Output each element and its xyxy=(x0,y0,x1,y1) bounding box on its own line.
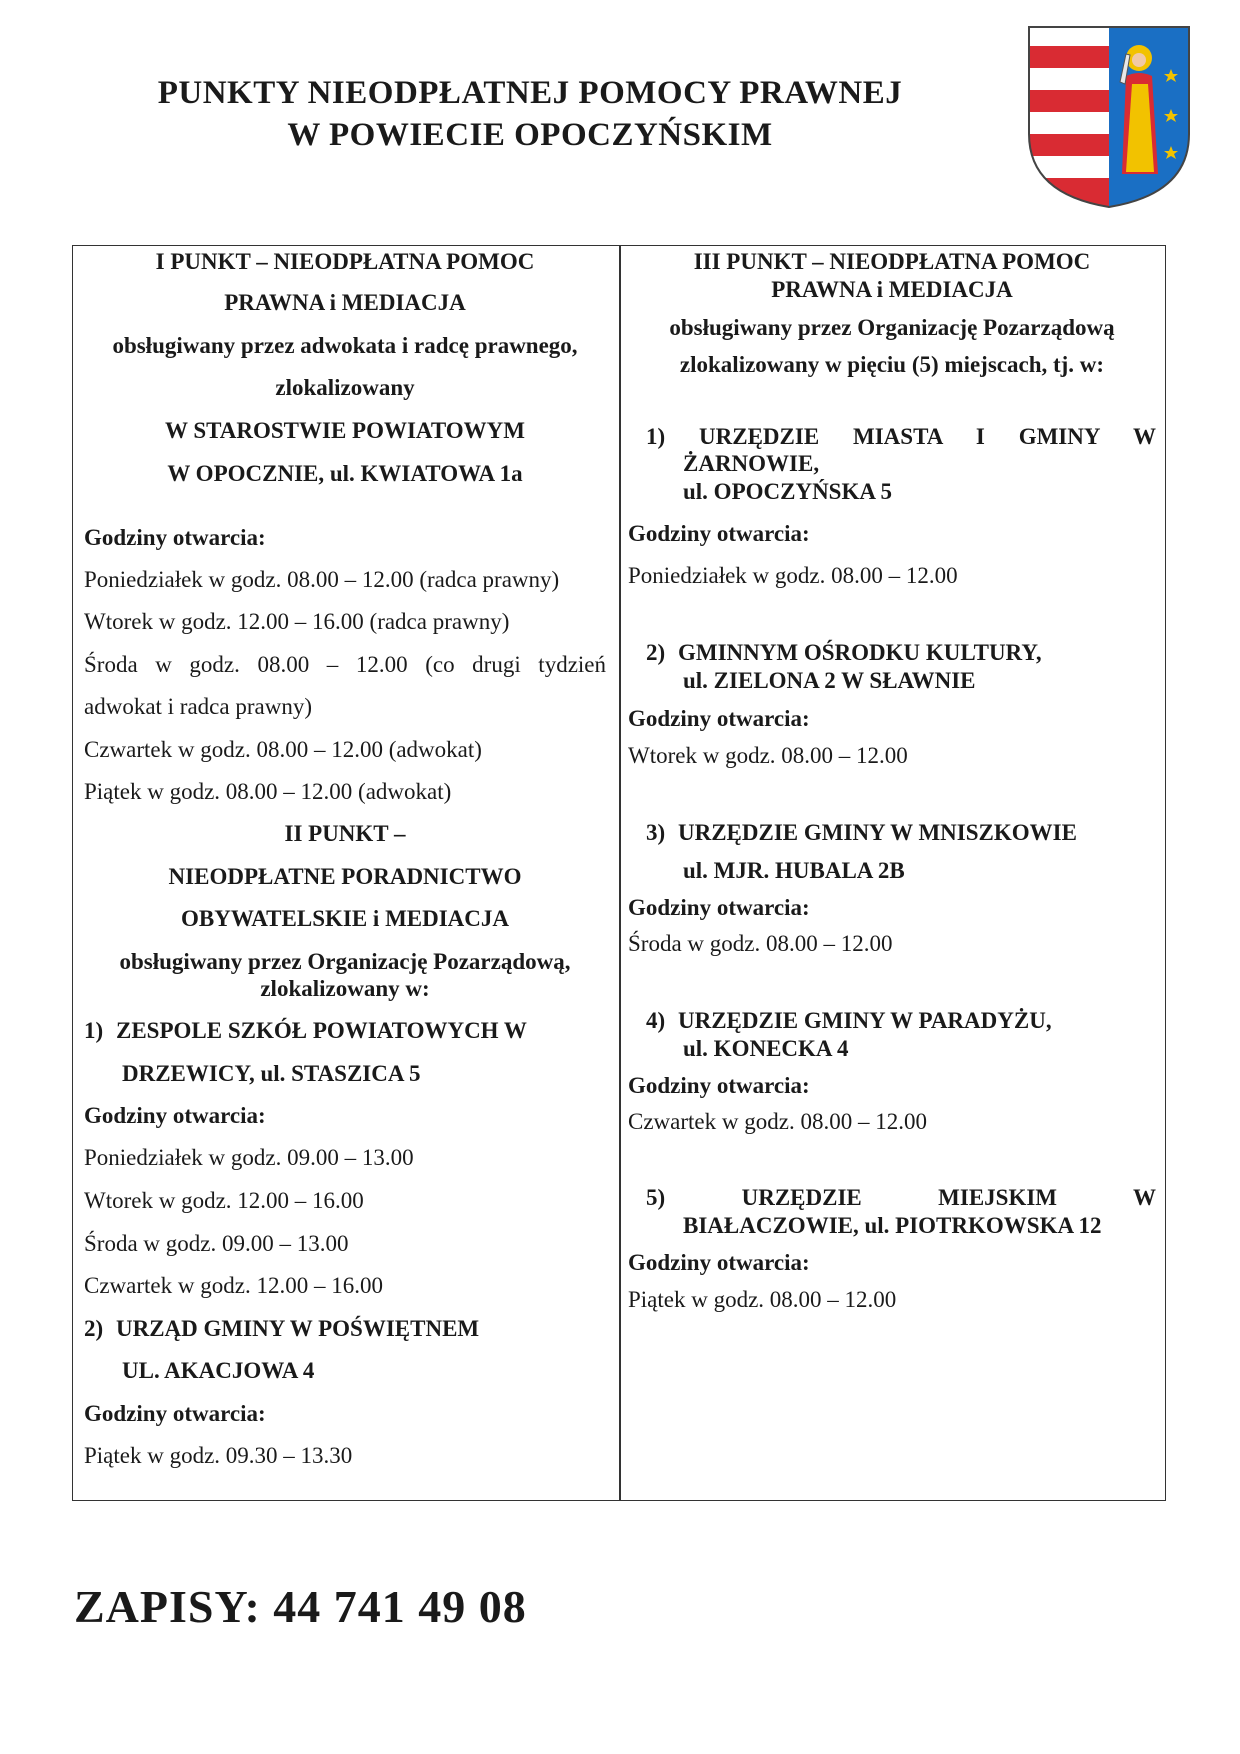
signup-phone: ZAPISY: 44 741 49 08 xyxy=(74,1581,527,1632)
coat-of-arms-icon xyxy=(1026,24,1192,210)
point2-location2-line1: 2) URZĄD GMINY W POŚWIĘTNEM xyxy=(84,1316,480,1341)
point3-location1-line3: ul. OPOCZYŃSKA 5 xyxy=(683,479,892,504)
point1-hours-line: adwokat i radca prawny) xyxy=(84,694,312,719)
point2-title-line1: II PUNKT – xyxy=(284,821,406,846)
point3-location1-hours-line: Poniedziałek w godz. 08.00 – 12.00 xyxy=(628,563,958,588)
point3-location1-line1: 1) URZĘDZIE MIASTA I GMINY W xyxy=(646,424,1157,449)
point1-served-by: obsługiwany przez adwokata i radcę prawnego, xyxy=(112,333,578,358)
point3-served-by: obsługiwany przez Organizację Pozarządową xyxy=(669,315,1115,340)
point3-location4-hours-line: Czwartek w godz. 08.00 – 12.00 xyxy=(628,1109,927,1134)
point3-location5-line2: BIAŁACZOWIE, ul. PIOTRKOWSKA 12 xyxy=(683,1213,1102,1238)
point1-hours-label: Godziny otwarcia: xyxy=(84,525,266,550)
point1-hours-line: Piątek w godz. 08.00 – 12.00 (adwokat) xyxy=(84,779,452,804)
point3-location5-line1: 5) URZĘDZIE MIEJSKIM W xyxy=(646,1185,1157,1210)
point1-title-line2: PRAWNA i MEDIACJA xyxy=(224,290,466,315)
page-title-line1: PUNKTY NIEODPŁATNEJ POMOCY PRAWNEJ xyxy=(157,75,903,111)
point2-location2-hours-label: Godziny otwarcia: xyxy=(84,1401,266,1426)
point1-hours-line: Poniedziałek w godz. 08.00 – 12.00 (radca prawny) xyxy=(84,567,560,592)
point3-title-line1: III PUNKT – NIEODPŁATNA POMOC xyxy=(693,249,1091,274)
point3-location2-hours-line: Wtorek w godz. 08.00 – 12.00 xyxy=(628,743,908,768)
page-title xyxy=(140,72,920,156)
point2-location1-hours-line: Poniedziałek w godz. 09.00 – 13.00 xyxy=(84,1145,414,1170)
point1-hours-line: Czwartek w godz. 08.00 – 12.00 (adwokat) xyxy=(84,737,482,762)
point1-place-line2: W OPOCZNIE, ul. KWIATOWA 1a xyxy=(167,461,523,486)
point3-location4-line1: 4) URZĘDZIE GMINY W PARADYŻU, xyxy=(646,1008,1052,1033)
point2-location1-hours-line: Środa w godz. 09.00 – 13.00 xyxy=(84,1231,349,1256)
point3-location5-hours-line: Piątek w godz. 08.00 – 12.00 xyxy=(628,1287,897,1312)
point3-located: zlokalizowany w pięciu (5) miejscach, tj. w: xyxy=(679,352,1105,377)
point2-located: zlokalizowany w: xyxy=(260,976,430,1001)
point2-title-line3: OBYWATELSKIE i MEDIACJA xyxy=(180,906,510,931)
point2-location1-hours-line: Wtorek w godz. 12.00 – 16.00 xyxy=(84,1188,364,1213)
column-divider xyxy=(619,245,621,1501)
point3-location3-hours-line: Środa w godz. 08.00 – 12.00 xyxy=(628,931,893,956)
point3-title-line2: PRAWNA i MEDIACJA xyxy=(771,277,1013,302)
point3-location2-hours-label: Godziny otwarcia: xyxy=(628,706,810,731)
point3-location3-line2: ul. MJR. HUBALA 2B xyxy=(683,858,905,883)
point3-location5-hours-label: Godziny otwarcia: xyxy=(628,1250,810,1275)
point2-location2-line2: UL. AKACJOWA 4 xyxy=(122,1358,315,1383)
point2-served-by: obsługiwany przez Organizację Pozarządową, xyxy=(119,949,571,974)
point3-location2-line2: ul. ZIELONA 2 W SŁAWNIE xyxy=(683,668,976,693)
point1-located: zlokalizowany xyxy=(275,375,415,400)
point3-location1-line2: ŻARNOWIE, xyxy=(683,451,820,476)
point3-location4-hours-label: Godziny otwarcia: xyxy=(628,1073,810,1098)
point1-hours-line: Wtorek w godz. 12.00 – 16.00 (radca prawny) xyxy=(84,609,510,634)
point2-location1-line2: DRZEWICY, ul. STASZICA 5 xyxy=(122,1061,421,1086)
point3-location3-hours-label: Godziny otwarcia: xyxy=(628,895,810,920)
point1-title-line1: I PUNKT – NIEODPŁATNA POMOC xyxy=(155,249,535,274)
point3-location3-line1: 3) URZĘDZIE GMINY W MNISZKOWIE xyxy=(646,820,1077,845)
point2-location1-hours-line: Czwartek w godz. 12.00 – 16.00 xyxy=(84,1273,383,1298)
point3-location1-hours-label: Godziny otwarcia: xyxy=(628,521,810,546)
page-title-line2: W POWIECIE OPOCZYŃSKIM xyxy=(287,117,773,153)
point2-location2-hours-line: Piątek w godz. 09.30 – 13.30 xyxy=(84,1443,353,1468)
point1-place-line1: W STAROSTWIE POWIATOWYM xyxy=(165,418,525,443)
point2-title-line2: NIEODPŁATNE PORADNICTWO xyxy=(168,864,522,889)
point3-location4-line2: ul. KONECKA 4 xyxy=(683,1036,849,1061)
point2-location1-hours-label: Godziny otwarcia: xyxy=(84,1103,266,1128)
point1-hours-line: Środa w godz. 08.00 – 12.00 (co drugi tydzień xyxy=(84,652,606,677)
point3-location2-line1: 2) GMINNYM OŚRODKU KULTURY, xyxy=(646,640,1042,665)
point2-location1-line1: 1) ZESPOLE SZKÓŁ POWIATOWYCH W xyxy=(84,1018,527,1043)
